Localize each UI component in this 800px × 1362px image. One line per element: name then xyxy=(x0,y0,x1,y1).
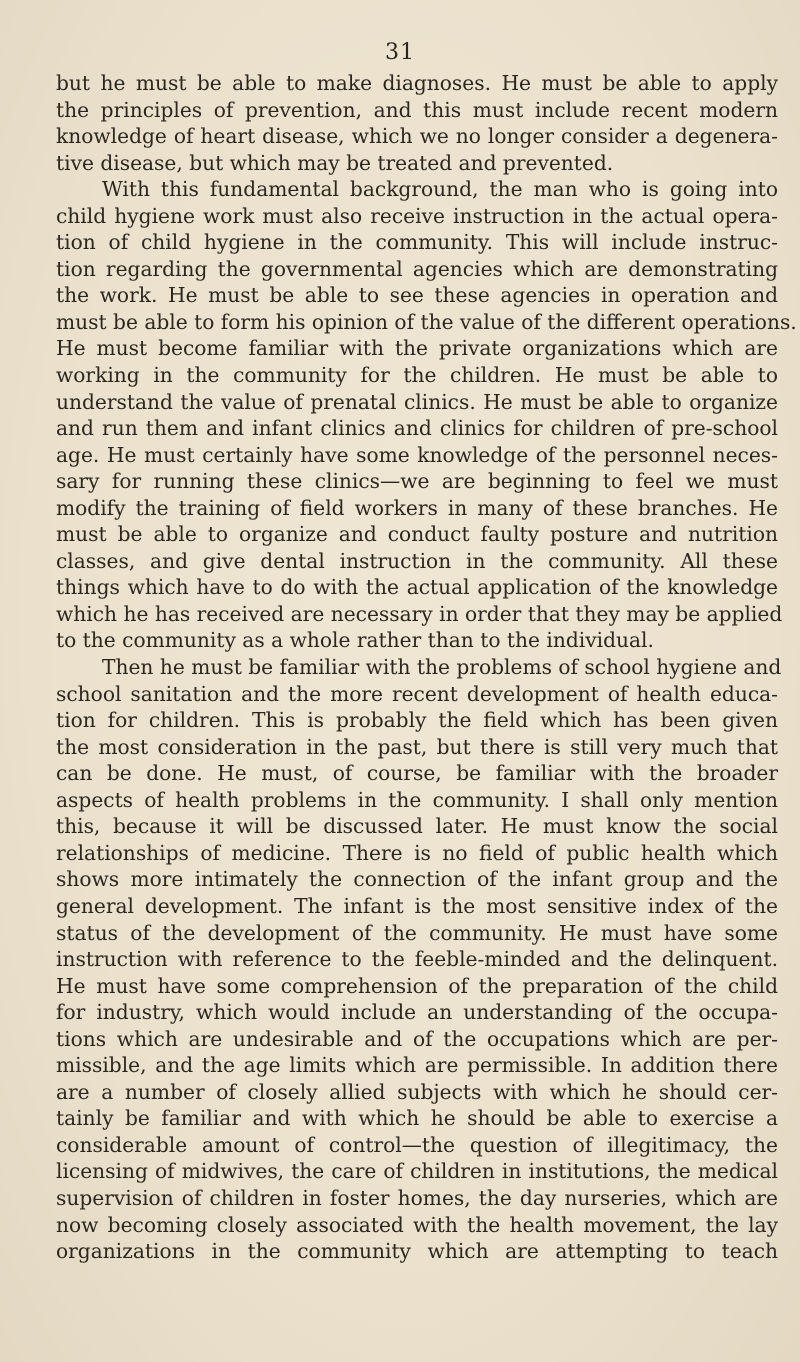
text-line: status of the development of the community. He must have some xyxy=(56,920,778,945)
text-line: age. He must certainly have some knowledge of the personnel neces- xyxy=(56,442,778,467)
text-line: the principles of prevention, and this must include recent modern xyxy=(56,97,778,122)
text-line: things which have to do with the actual application of the knowledge xyxy=(56,575,778,600)
text-line: licensing of midwives, the care of children in institutions, the medical xyxy=(56,1159,778,1184)
text-line: With this fundamental background, the man who is going into xyxy=(102,177,778,202)
text-line: working in the community for the children. He must be able to xyxy=(56,363,778,388)
text-line: to the community as a whole rather than to the individual. xyxy=(56,628,654,653)
body-text xyxy=(56,70,797,1265)
text-line: tainly be familiar and with which he should be able to exercise a xyxy=(56,1106,778,1131)
text-line: can be done. He must, of course, be familiar with the broader xyxy=(56,761,778,786)
text-line: supervision of children in foster homes, the day nurseries, which are xyxy=(56,1185,778,1210)
text-line: are a number of closely allied subjects with which he should cer- xyxy=(56,1079,778,1104)
text-line: knowledge of heart disease, which we no longer consider a degenera- xyxy=(56,124,778,149)
text-line: the most consideration in the past, but there is still very much that xyxy=(56,734,778,759)
text-line: relationships of medicine. There is no field of public health which xyxy=(56,840,778,865)
text-line: must be able to organize and conduct faulty posture and nutrition xyxy=(56,522,778,547)
text-line: modify the training of field workers in many of these branches. He xyxy=(56,495,778,520)
text-line: shows more intimately the connection of the infant group and the xyxy=(56,867,778,892)
text-line: instruction with reference to the feeble-minded and the delinquent. xyxy=(56,947,778,972)
text-line: child hygiene work must also receive instruction in the actual opera- xyxy=(56,203,778,228)
text-line: must be able to form his opinion of the value of the different operations. xyxy=(56,309,797,334)
text-line: tion for children. This is probably the field which has been given xyxy=(56,708,778,733)
text-line: tive disease, but which may be treated and prevented. xyxy=(56,150,614,175)
text-line: for industry, which would include an understanding of the occupa- xyxy=(56,1000,778,1025)
text-line: which he has received are necessary in order that they may be applied xyxy=(56,601,783,626)
text-line: tion of child hygiene in the community. This will include instruc- xyxy=(56,230,778,255)
text-line: tion regarding the governmental agencies which are demonstrating xyxy=(56,256,778,281)
text-line: Then he must be familiar with the problems of school hygiene and xyxy=(102,655,782,680)
text-line: He must become familiar with the private organizations which are xyxy=(56,336,778,361)
text-line: organizations in the community which are attempting to teach xyxy=(56,1239,778,1264)
text-line: school sanitation and the more recent development of health educa- xyxy=(56,681,778,706)
text-line: classes, and give dental instruction in the community. All these xyxy=(56,548,778,573)
text-line: missible, and the age limits which are permissible. In addition there xyxy=(56,1053,778,1078)
text-line: the work. He must be able to see these agencies in operation and xyxy=(56,283,778,308)
text-line: but he must be able to make diagnoses. He must be able to apply xyxy=(56,71,778,95)
text-line: sary for running these clinics—we are beginning to feel we must xyxy=(56,469,778,494)
text-line: and run them and infant clinics and clinics for children of pre-school xyxy=(56,416,778,441)
text-line: understand the value of prenatal clinics. He must be able to organize xyxy=(56,389,778,414)
text-line: tions which are undesirable and of the occupations which are per- xyxy=(56,1026,778,1051)
text-line: considerable amount of control—the question of illegitimacy, the xyxy=(56,1132,778,1157)
text-line: aspects of health problems in the community. I shall only mention xyxy=(56,787,778,812)
text-line: now becoming closely associated with the health movement, the lay xyxy=(56,1212,778,1237)
page-number: 31 xyxy=(385,40,415,65)
text-line: this, because it will be discussed later. He must know the social xyxy=(56,814,778,839)
text-line: general development. The infant is the most sensitive index of the xyxy=(56,893,778,918)
text-line: He must have some comprehension of the preparation of the child xyxy=(56,973,778,998)
